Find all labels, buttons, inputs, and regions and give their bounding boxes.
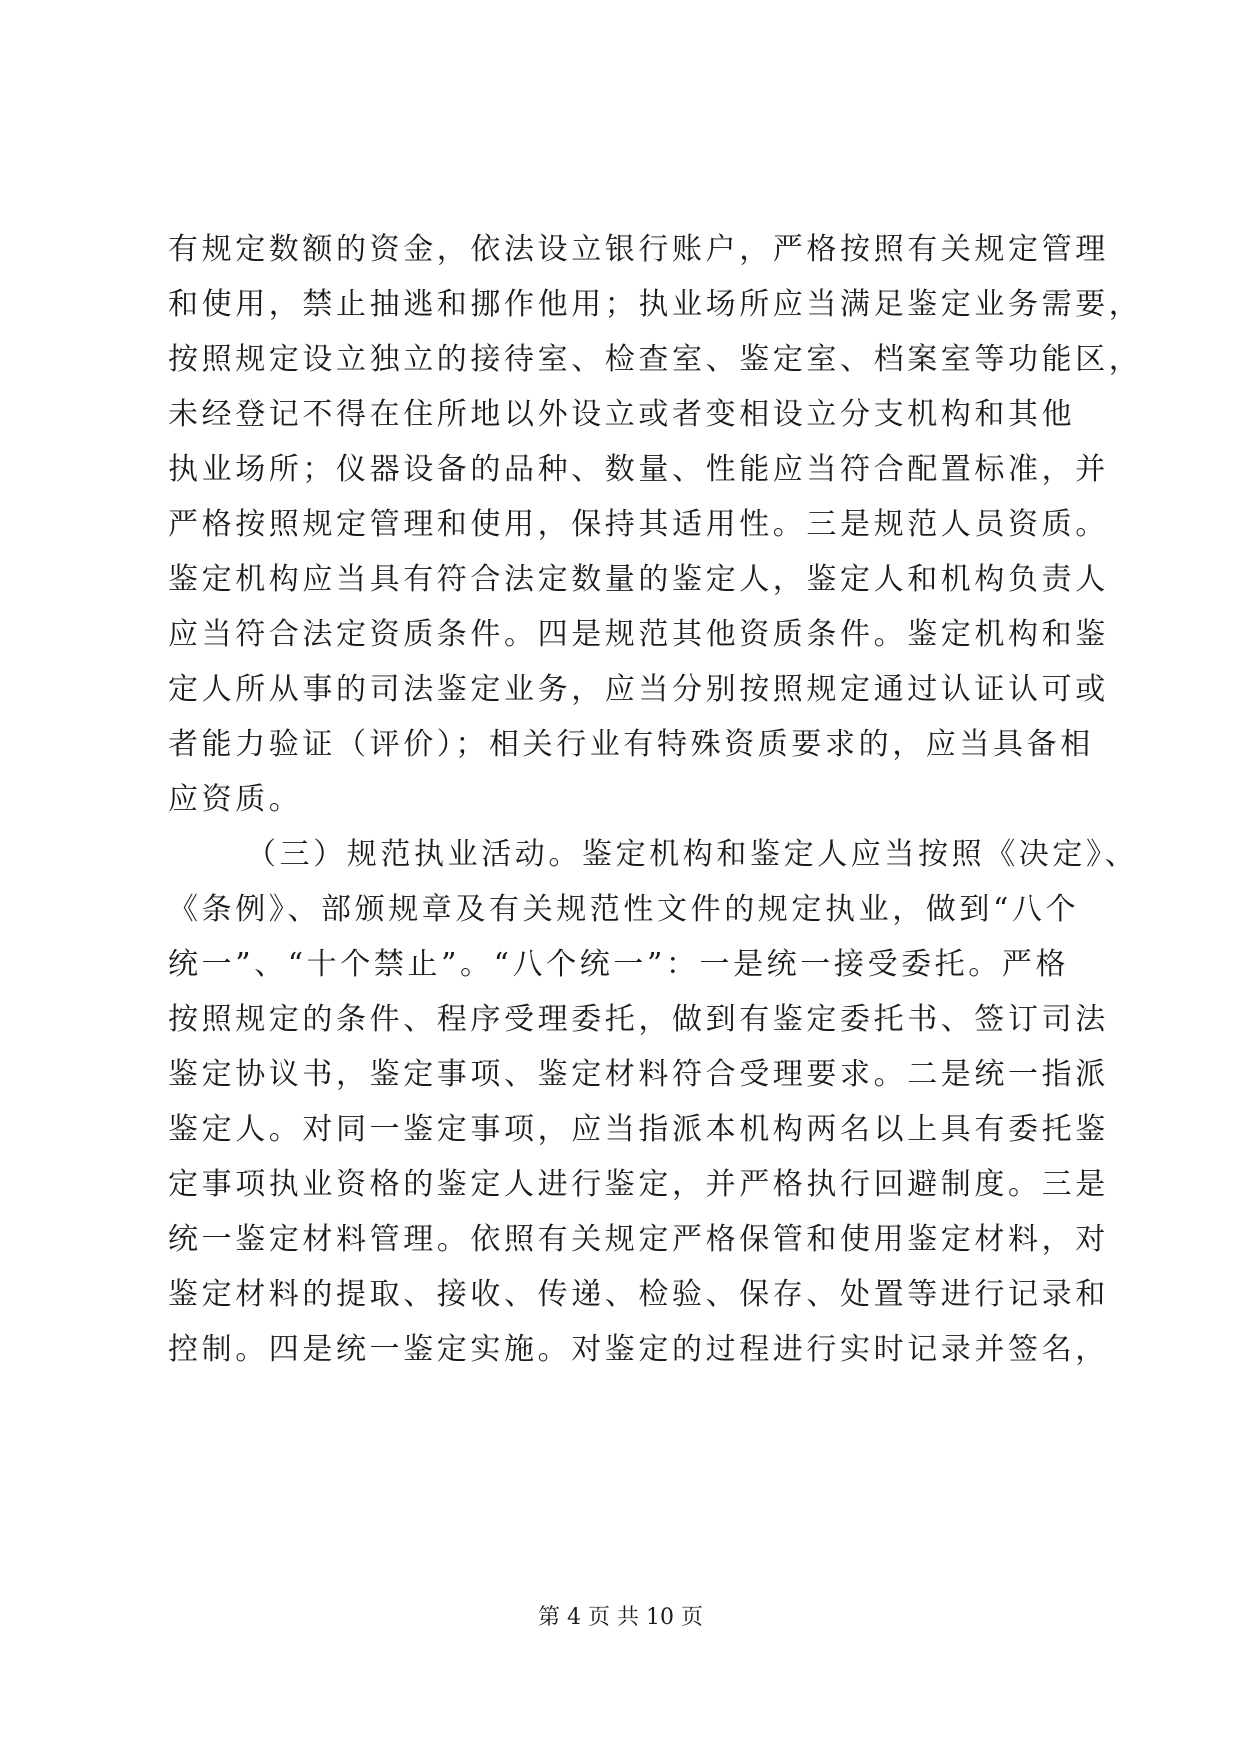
text-line: 统一”、“十个禁止”。“八个统一”：一是统一接受委托。严格	[168, 947, 1070, 982]
text-line: 执业场所；仪器设备的品种、数量、性能应当符合配置标准，并	[168, 452, 1109, 487]
text-line: 和使用，禁止抽逃和挪作他用；执业场所应当满足鉴定业务需要，	[168, 287, 1143, 322]
text-line: 统一鉴定材料管理。依照有关规定严格保管和使用鉴定材料，对	[168, 1222, 1109, 1257]
text-line: 《条例》、部颁规章及有关规范性文件的规定执业，做到“八个	[168, 892, 1080, 927]
text-line: 未经登记不得在住所地以外设立或者变相设立分支机构和其他	[168, 397, 1076, 432]
text-line: 鉴定协议书，鉴定事项、鉴定材料符合受理要求。二是统一指派	[168, 1057, 1109, 1092]
text-line: 按照规定的条件、程序受理委托，做到有鉴定委托书、签订司法	[168, 1002, 1109, 1037]
text-line: 定人所从事的司法鉴定业务，应当分别按照规定通过认证认可或	[168, 672, 1109, 707]
text-line: 应当符合法定资质条件。四是规范其他资质条件。鉴定机构和鉴	[168, 617, 1109, 652]
text-line: 有规定数额的资金，依法设立银行账户，严格按照有关规定管理	[168, 232, 1109, 267]
text-line: 鉴定机构应当具有符合法定数量的鉴定人，鉴定人和机构负责人	[168, 562, 1109, 597]
paragraph-start-line: （三）规范执业活动。鉴定机构和鉴定人应当按照《决定》、	[246, 837, 1139, 872]
text-line: 鉴定材料的提取、接收、传递、检验、保存、处置等进行记录和	[168, 1277, 1109, 1312]
text-line: 按照规定设立独立的接待室、检查室、鉴定室、档案室等功能区，	[168, 342, 1143, 377]
text-line: 定事项执业资格的鉴定人进行鉴定，并严格执行回避制度。三是	[168, 1167, 1109, 1202]
text-line: 控制。四是统一鉴定实施。对鉴定的过程进行实时记录并签名，	[168, 1332, 1109, 1367]
text-line: 者能力验证（评价）；相关行业有特殊资质要求的，应当具备相	[168, 727, 1094, 762]
text-line: 应资质。	[168, 782, 303, 817]
page-number-footer: 第 4 页 共 10 页	[538, 1605, 703, 1630]
text-line: 鉴定人。对同一鉴定事项，应当指派本机构两名以上具有委托鉴	[168, 1112, 1109, 1147]
text-line: 严格按照规定管理和使用，保持其适用性。三是规范人员资质。	[168, 507, 1109, 542]
